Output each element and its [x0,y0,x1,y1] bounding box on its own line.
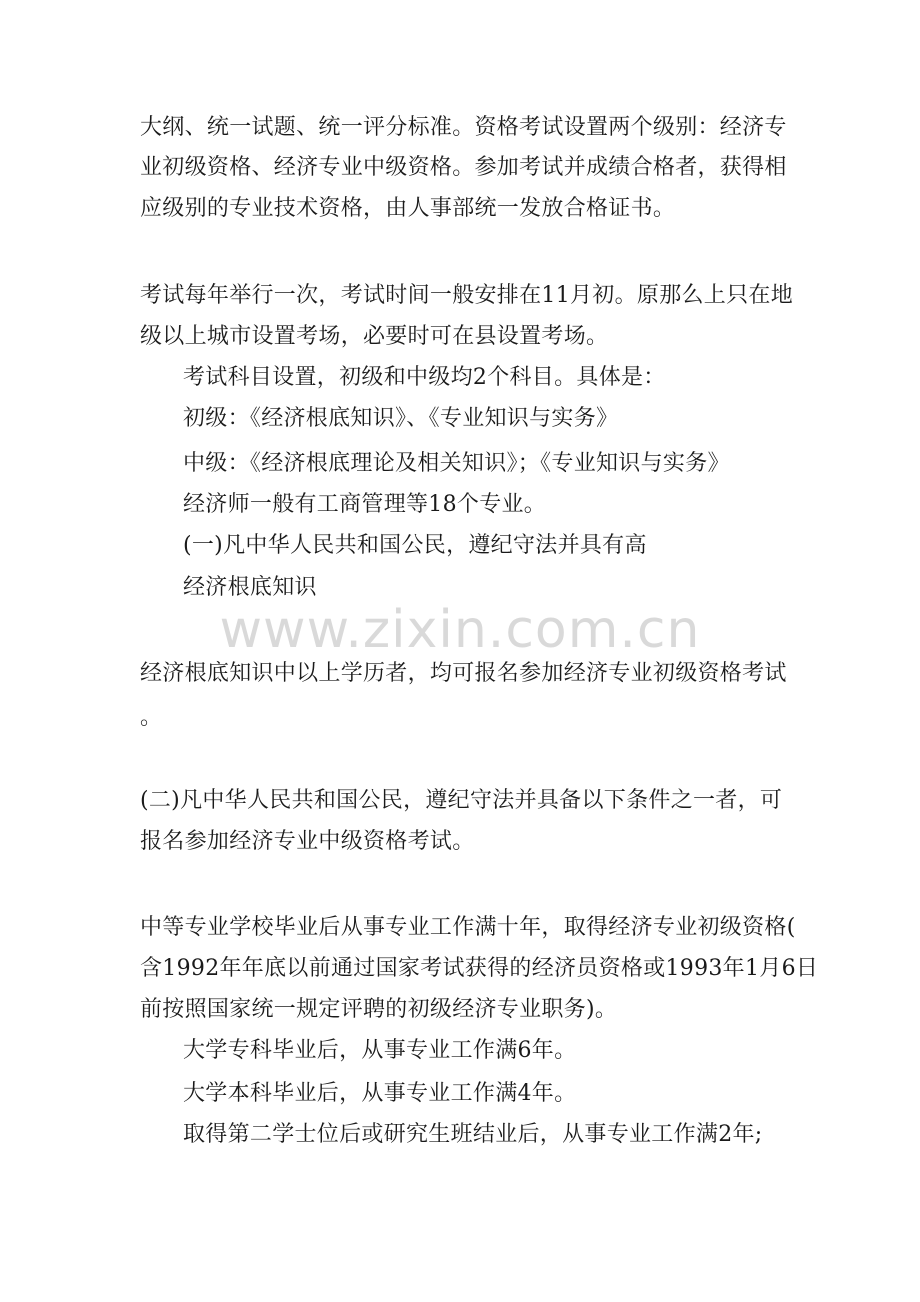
text-line: 中级：《经济根底理论及相关知识》；《专业知识与实务》 [183,451,730,476]
text-line: 大纲、统一试题、统一评分标准。资格考试设置两个级别：经济专 [140,115,787,140]
text-line: 前按照国家统一规定评聘的初级经济专业职务)。 [140,997,618,1022]
watermark: www.zixin.com.cn [219,600,701,660]
text-line: 报名参加经济专业中级资格考试。 [140,829,475,854]
text-line: 考试科目设置，初级和中级均2个科目。具体是： [183,365,666,390]
text-line: 取得第二学士位后或研究生班结业后，从事专业工作满2年; [183,1122,763,1147]
text-line: 含1992年年底以前通过国家考试获得的经济员资格或1993年1月6日 [140,956,819,981]
text-line: 经济师一般有工商管理等18个专业。 [183,492,547,517]
text-line: 经济根底知识中以上学历者，均可报名参加经济专业初级资格考试 [140,661,787,686]
text-line: 经济根底知识 [183,575,317,600]
text-line: (二)凡中华人民共和国公民，遵纪守法并具备以下条件之一者，可 [140,788,783,813]
text-line: 应级别的专业技术资格，由人事部统一发放合格证书。 [140,196,676,221]
text-line: 初级：《经济根底知识》、《专业知识与实务》 [183,406,619,431]
text-line: 考试每年举行一次，考试时间一般安排在11月初。原那么上只在地 [140,283,793,308]
text-line: 大学专科毕业后，从事专业工作满6年。 [183,1038,577,1063]
text-line: 级以上城市设置考场，必要时可在县设置考场。 [140,324,609,349]
text-line: 业初级资格、经济专业中级资格。参加考试并成绩合格者，获得相 [140,155,787,180]
text-line: (一)凡中华人民共和国公民，遵纪守法并具有高 [183,533,647,558]
text-line: 大学本科毕业后，从事专业工作满4年。 [183,1081,577,1106]
text-line: 中等专业学校毕业后从事专业工作满十年，取得经济专业初级资格( [140,915,796,940]
text-line: 。 [140,705,163,730]
